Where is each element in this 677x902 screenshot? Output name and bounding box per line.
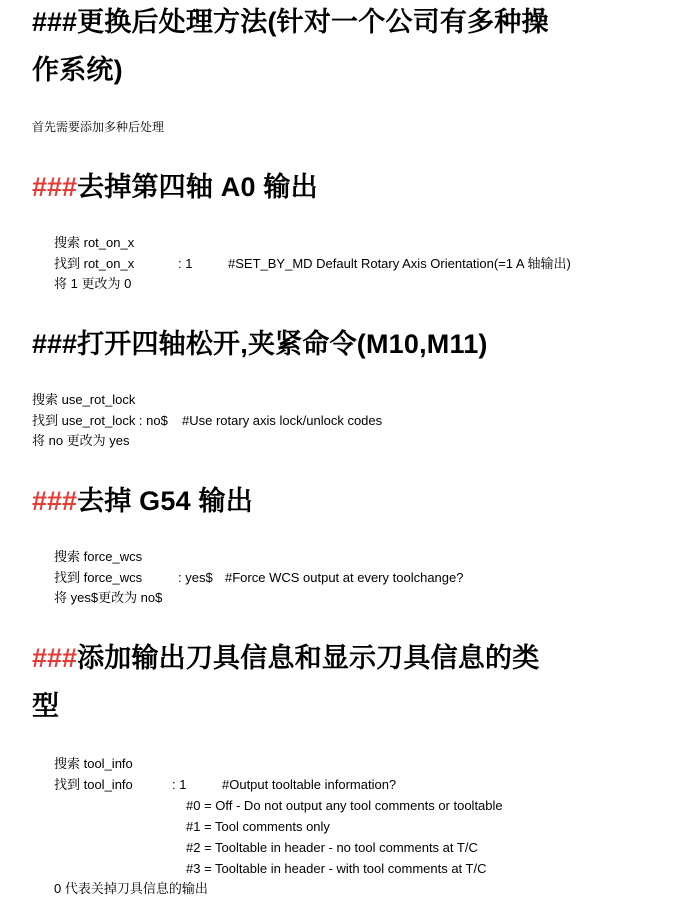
option-line: #0 = Off - Do not output any tool comments or tooltable (186, 798, 503, 813)
option-line: #2 = Tooltable in header - no tool comments at T/C (186, 840, 478, 855)
find-key: 找到 tool_info (54, 777, 133, 792)
heading-text: 去掉 G54 输出 (77, 486, 253, 516)
heading-text: 添加输出刀具信息和显示刀具信息的类 (77, 643, 540, 673)
find-value: : yes$ (178, 570, 213, 585)
heading-tool-info (32, 636, 539, 680)
search-line: 搜索 tool_info (54, 756, 133, 771)
heading-change-postprocessor-cont (32, 48, 123, 92)
find-key-value: 找到 use_rot_lock : no$ (32, 413, 168, 428)
heading-hash: ### (32, 643, 78, 673)
heading-hash: ### (32, 486, 78, 516)
find-comment: #SET_BY_MD Default Rotary Axis Orientation(=1 A 轴输出) (228, 256, 571, 271)
heading-rot-lock (32, 322, 488, 366)
find-comment: #Use rotary axis lock/unlock codes (182, 413, 383, 428)
find-line (54, 775, 654, 795)
find-line (32, 411, 632, 431)
heading-text: 更换后处理方法(针对一个公司有多种操 (77, 7, 549, 37)
heading-remove-a0 (32, 165, 318, 209)
find-value: : 1 (178, 256, 193, 271)
search-line: 搜索 use_rot_lock (32, 392, 136, 407)
search-line: 搜索 rot_on_x (54, 235, 135, 250)
heading-text: 打开四轴松开,夹紧命令(M10,M11) (77, 329, 488, 359)
find-value: : 1 (172, 777, 187, 792)
find-comment: #Force WCS output at every toolchange? (225, 570, 464, 585)
heading-text: 型 (32, 691, 60, 721)
heading-remove-g54 (32, 479, 253, 523)
find-key: 找到 force_wcs (54, 570, 143, 585)
change-line: 将 1 更改为 0 (54, 276, 132, 291)
heading-text: 作系统) (32, 55, 123, 85)
find-line (54, 254, 674, 274)
find-line (54, 568, 654, 588)
heading-tool-info-cont (32, 684, 59, 728)
heading-hash: ### (32, 172, 78, 202)
search-line: 搜索 force_wcs (54, 549, 143, 564)
heading-change-postprocessor (32, 0, 549, 44)
find-comment: #Output tooltable information? (222, 777, 397, 792)
note-line: 0 代表关掉刀具信息的输出 (54, 881, 208, 896)
find-key: 找到 rot_on_x (54, 256, 135, 271)
option-line: #1 = Tool comments only (186, 819, 330, 834)
heading-hash: ### (32, 7, 78, 37)
change-line: 将 no 更改为 yes (32, 433, 130, 448)
heading-hash: ### (32, 329, 78, 359)
note-add-postprocessors: 首先需要添加多种后处理 (32, 120, 165, 134)
change-line: 将 yes$更改为 no$ (54, 590, 163, 605)
option-line: #3 = Tooltable in header - with tool comments at T/C (186, 861, 487, 876)
heading-text: 去掉第四轴 A0 输出 (77, 172, 318, 202)
